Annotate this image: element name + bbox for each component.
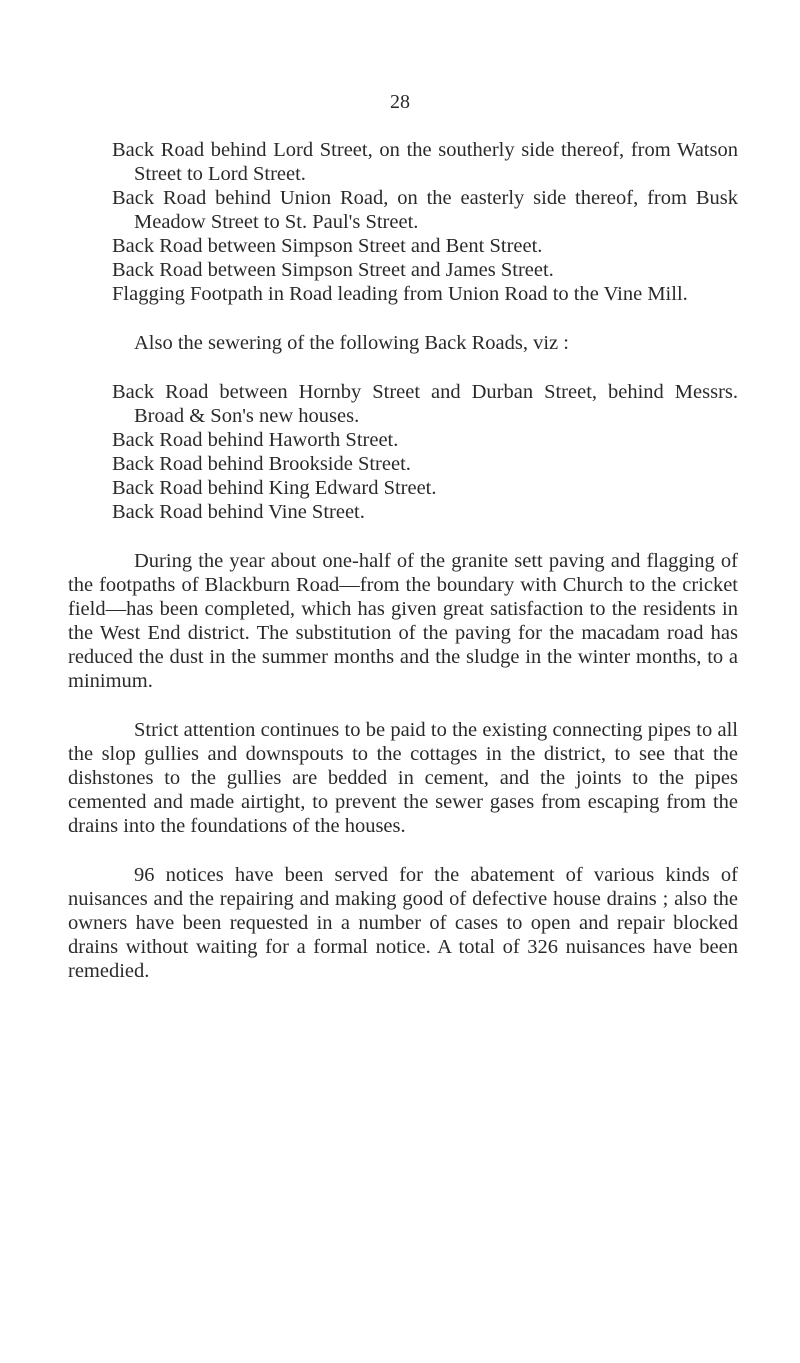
page-number: 28: [390, 91, 410, 113]
sewering-list: [112, 380, 738, 524]
list-item: Back Road between Simpson Street and James Street.: [112, 259, 554, 281]
list-item: Back Road behind Vine Street.: [112, 501, 365, 523]
list-item: Back Road behind Lord Street, on the southerly side thereof, from Watson Street to Lord Street.: [112, 139, 738, 185]
back-roads-list: [112, 138, 738, 306]
list-item: Back Road behind King Edward Street.: [112, 477, 437, 499]
drainage-paragraph: Strict attention continues to be paid to the existing connecting pipes to all the slop gullies and downspouts to the cottages in the district, to see that the dishstones to the gullies are bedded in cement, and the joints to the pipes cemented and made airtight, to prevent the sewer gases from escaping from the drains into the foundations of the houses.: [68, 719, 738, 837]
list-item: Flagging Footpath in Road leading from Union Road to the Vine Mill.: [112, 283, 688, 305]
list-item: Back Road behind Union Road, on the easterly side thereof, from Busk Meadow Street to St. Paul's Street.: [112, 187, 738, 233]
list-item: Back Road between Simpson Street and Bent Street.: [112, 235, 543, 257]
list-item: Back Road behind Brookside Street.: [112, 453, 411, 475]
nuisances-paragraph: 96 notices have been served for the abatement of various kinds of nuisances and the repairing and making good of defective house drains ; also the owners have been requested in a number of cases to open and repair blocked drains without waiting for a formal notice. A total of 326 nuisances have been remedied.: [68, 864, 738, 982]
sewering-intro: Also the sewering of the following Back Roads, viz :: [134, 332, 569, 354]
list-item: Back Road between Hornby Street and Durban Street, behind Messrs. Broad & Son's new houses.: [112, 381, 738, 427]
list-item: Back Road behind Haworth Street.: [112, 429, 399, 451]
paving-paragraph: During the year about one-half of the granite sett paving and flagging of the footpaths of Blackburn Road—from the boundary with Church to the cricket field—has been completed, which has given great satisfaction to the residents in the West End district. The substitution of the paving for the macadam road has reduced the dust in the summer months and the sludge in the winter months, to a minimum.: [68, 550, 738, 692]
page-body: [68, 138, 738, 1004]
